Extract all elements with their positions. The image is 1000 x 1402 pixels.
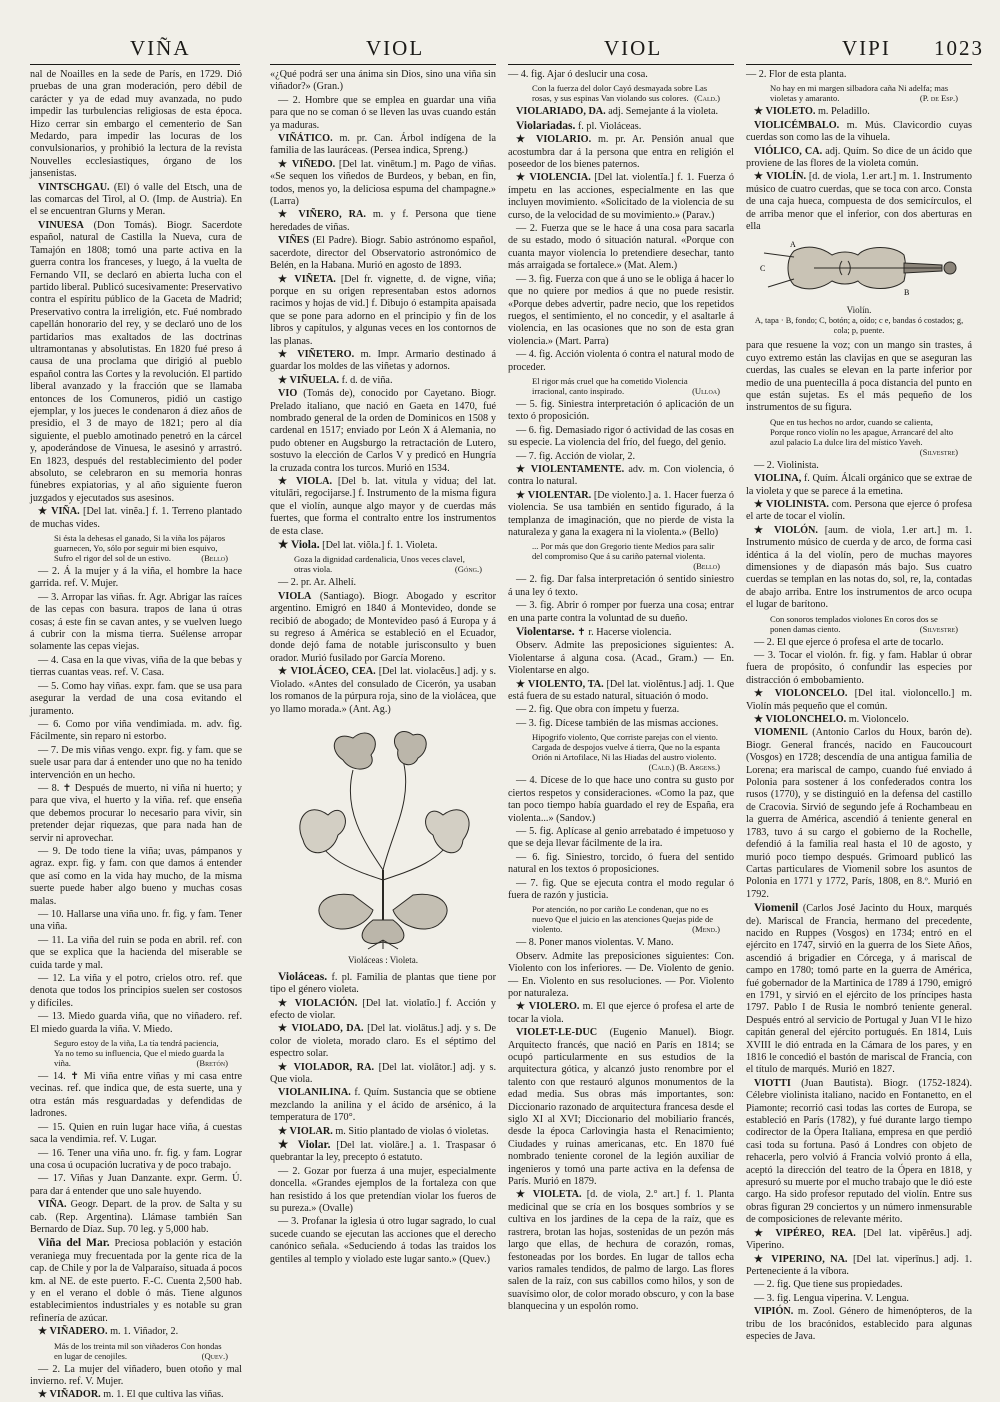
definition: adj. Quím. So dice de un ácido que proviene de las flores de la violeta común.: [746, 145, 972, 170]
quote-text: Que en tus hechos no ardor, cuando se calienta, Porque ronco violín no les apague, Arrancaré del alto azul palacio La dulce lira del místico Yaveh.: [770, 416, 954, 447]
header-rule-2: [270, 64, 496, 65]
entry-violicembalo: [746, 120, 972, 145]
quote-source: (Góng.): [454, 564, 482, 575]
definition: f. d. de viña.: [341, 374, 393, 386]
entry-viotti: [746, 1078, 972, 1227]
definition: Geogr. Depart. de la prov. de Salta y su cab. (Rep. Argentina). Llámase también San Bernardo de Díaz. Sup. 70 leg. y 5,000 hab.: [30, 1199, 243, 1235]
headword: Violentarse.: [516, 626, 575, 639]
entry-violacion: [270, 998, 496, 1023]
quote-text: Hipogrifo violento, Que corriste parejas con el viento. Cargada de despojos vuelve á tierra, Que no la espanta Orión ni Artofilace, Ni las Hiadas del austro violento.: [532, 732, 720, 763]
entry-violico: [746, 146, 972, 171]
sense: — 8. Poner manos violentas. V. Mano.: [516, 937, 674, 949]
quote-source: (Mend.): [692, 924, 720, 935]
entry-vines: [270, 235, 496, 272]
headword: VIOMENIL: [754, 727, 808, 739]
definition: [Del lat. vinētum.] m. Pago de viñas. «Se sequen los viñedos de Burdeos, y beban, en fin, todos, menos yo, la deliciosa espuma del champagne.» (Larra): [270, 158, 496, 208]
quotation: [54, 1038, 228, 1068]
sense: — 3. fig. Abrir ó romper por fuerza una cosa; entrar en una parte contra la voluntad de su dueño.: [508, 600, 734, 624]
headword: ★ VIÑADERO.: [38, 1326, 108, 1338]
quote-text: ... Por más que don Gregorio tiente Medios para salir del compromiso Que á su cariño paternal violenta.: [532, 541, 715, 562]
headword: ★ VIOLENTAMENTE.: [516, 463, 625, 475]
quotation: [770, 417, 958, 457]
figure-caption: Violáceas : Violeta.: [348, 955, 418, 966]
headword: ★ VIÑADOR.: [38, 1389, 101, 1401]
headword: Violáceas.: [278, 970, 328, 983]
definition: ✝ r. Hacerse violencia.: [577, 627, 672, 639]
entry-violeto: [746, 106, 972, 118]
quote-source: (Cald.) (B. Argens.): [648, 762, 720, 773]
headword: ★ VIOLETO.: [754, 106, 816, 118]
definition: (Carlos José Jacinto du Houx, marqués de). Mariscal de Francia, hermano del precedente, nacido en Ruppes (Vosgos) en 1734; entró en el ejército en 1747, sirvió en la guerra de los Siete Años, ascendió á brigadier en Córcega, y á mariscal de campo en 1780; tomó parte en la guerra de América, fué gobernador de la Martinica de 1789 á 1790, emigró en 1791, y sirvió en el ejército de los príncipes hasta 1797. Pablo I de Rusia le nombró teniente general. Después entró al servicio de Portugal y Juan VI le hizo capitán general del ejército portugués. En 1814, Luis XVIII le dió entrada en la Cámara de los pares, y en 1816 le concedió el bastón de mariscal de Francia, con el título de marqués. Murió en 1827.: [746, 903, 973, 1076]
definition: m. y f. Persona que tiene heredades de viñas.: [270, 209, 497, 233]
definition: (Antonio Carlos du Houx, barón de). Biogr. General francés, nacido en Faucoucourt (Vosgos) en 1728; descendía de una antigua familia de Lorena; era mariscal de campo, cuando fué enviado á Polonia para sostener á los confederados contra los rusos (1770), y se distinguió en la defensa del castillo de Cracovia. Sirvió de segundo jefe á Rochambeau en la guerra de América, ascendió á teniente general en 1783, tuvo á su cargo el gobierno de la Rochelle, defendió á la familia real hasta el 10 de agosto, y murió poco tiempo después. Grimoard publicó las Cartas particulares de Viomenil sobre los asuntos de Polonia en 1771 y 1772, París, 1808, en 8.º. Murió en 1792.: [746, 727, 972, 900]
header-rule-1: [30, 64, 240, 65]
quotation: [54, 1341, 228, 1361]
quote-source: (Silvestre): [919, 446, 958, 457]
sense: — 2. La mujer del viñadero, buen otoño y mal invierno. ref. V. Mujer.: [30, 1363, 242, 1387]
headword: ★ VIPÉREO, REA.: [754, 1227, 856, 1239]
entry-violariado: [508, 106, 734, 118]
header-word-1: VIÑA: [130, 36, 191, 60]
entry-viola-santiago: [270, 591, 496, 665]
definition: (Tomás de), conocido por Cayetano. Biogr. Prelado italiano, que nació en Gaeta en 1470, fué nombrado general de la orden de Dominicos en 1508 y cardenal en 1517; enviado por León X á Alemania, no pudo obtener en Augsburgo la retractación de Lutero, sostuvo la elección de Carlos V y predicó en Hungría la cruzada contra los turcos. Murió en 1534.: [270, 388, 497, 474]
headword: VIOTTI: [754, 1077, 791, 1089]
definition: (El Padre). Biogr. Sabio astrónomo español, sacerdote, director del Observatorio astronómico de Belén, en la Habana. Murió en agosto de 1893.: [270, 235, 497, 272]
definition: m. 1. El que cultiva las viñas.: [103, 1389, 224, 1401]
figure-label-c: C: [760, 264, 766, 274]
headword: ★ VIOLÁCEO, CEA.: [278, 666, 376, 678]
definition: [Del lat. violentĭa.] f. 1. Fuerza ó ímpetu en las acciones, especialmente en las que incluyen movimiento. «Solicitado de la violencia de su curso, de la velocidad de su movimiento.» (Parav.): [508, 172, 734, 221]
definition: f. Quím. Sustancia que se obtiene mezclando la anilina y el ácido de arsénico, á la temperatura de 170°.: [270, 1087, 497, 1124]
entry-vinador: [30, 1389, 242, 1401]
definition: [Del lat. vipĕrĕus.] adj. Viperino.: [746, 1227, 973, 1252]
sense: — 7. fig. Que se ejecuta contra el modo regular ó fuera de razón y justicia.: [508, 877, 734, 901]
definition: m. El que ejerce ó profesa el arte de tocar la viola.: [508, 1001, 734, 1025]
entry-violina: [746, 473, 972, 498]
headword: ★ VIOLERO.: [516, 1001, 580, 1013]
quote-source: (Cald.): [694, 93, 720, 104]
quote-text: No hay en mi margen silbadora caña Ni adelfa; mas violetas y amaranto.: [770, 83, 949, 104]
entry-viola: [270, 476, 496, 538]
entry-vinero: [270, 209, 496, 234]
figure-label-b: B: [904, 288, 910, 298]
sense: — 7. De mis viñas vengo. expr. fig. y fam. que se suele usar para dar á entender uno que no ha tenido intervención en un hecho.: [30, 744, 242, 781]
sense: — 4. Dícese de lo que hace uno contra su gusto por ciertos respetos y consideraciones. «Como la paz, que tan poco tiempo había guardado el rey de España, era violenta...» (Sandov.): [508, 775, 734, 824]
header-word-4: VIPI: [842, 36, 891, 60]
definition: com. Persona que ejerce ó profesa el arte de tocar el violín.: [746, 498, 973, 523]
definition: [Del lat. viŏla.] f. 1. Violeta.: [322, 540, 438, 552]
headword: ★ VIOLINISTA.: [754, 498, 829, 510]
column-4: [746, 69, 973, 1342]
definition: [Del lat. violāre.] a. 1. Traspasar ó quebrantar la ley, precepto ó estatuto.: [270, 1140, 496, 1164]
column-3: [508, 69, 734, 1324]
entry-violet-le-duc: [508, 1027, 734, 1188]
sense: — 6. Como por viña vendimiada. m. adv. fig. Fácilmente, sin reparo ni estorbo.: [30, 718, 242, 743]
figure-caption: Violín.: [846, 304, 872, 315]
violet-illustration: [270, 720, 496, 967]
entry-violaceas: [270, 971, 496, 997]
headword: VIÓLICO, CA.: [754, 145, 823, 157]
sense: — 6. fig. Demasiado rigor ó actividad de las cosas en su especie. La violencia del frío, del fuego, del genio.: [508, 424, 734, 449]
entry-vina-del-mar: [30, 1237, 242, 1325]
definition: f. Quím. Álcali orgánico que se extrae de la violeta y que se parece á la emetina.: [746, 473, 973, 497]
sense: — 3. Tocar el violón. fr. fig. y fam. Hablar ú obrar fuera de propósito, ó confundir las especies por distracción ó embobamiento.: [746, 650, 972, 686]
entry-violentar: [508, 490, 734, 540]
sense: — 4. fig. Acción violenta ó contra el natural modo de proceder.: [508, 349, 734, 373]
violin-drawing: [754, 237, 964, 299]
quotation: [54, 533, 228, 563]
quotation: [532, 376, 720, 396]
headword: ★ VIOLONCHELO.: [754, 714, 847, 726]
quotation: [770, 83, 958, 103]
headword: ★ VIÑETA.: [278, 273, 336, 285]
headword: VINTSCHGAU.: [38, 181, 110, 193]
sense: — 11. La viña del ruin se poda en abril. ref. con que se explica que la hacienda del miserable se cuida tarde y mal.: [30, 934, 242, 971]
headword: ★ VIOLETA.: [516, 1189, 582, 1201]
quote-text: Por atención, no por cariño Le condenan, que no es nuevo Que el juicio en las atenciones Quejas pide de violento.: [532, 904, 714, 935]
definition: [Del lat. violatĭo.] f. Acción y efecto de violar.: [270, 997, 496, 1021]
entry-violon: [746, 525, 972, 612]
sense: — 2. fig. Que tiene sus propiedades.: [754, 1279, 903, 1291]
headword: VIOLET-LE-DUC: [516, 1027, 598, 1039]
headword: ★ VIPERINO, NA.: [754, 1253, 848, 1265]
sense: — 3. fig. Lengua viperina. V. Lengua.: [754, 1292, 909, 1304]
sense: — 2. pr. Ar. Alhelí.: [278, 577, 357, 589]
quote-text: Goza la dignidad cardenalicia, Unos veces clavel, otras viola.: [294, 554, 465, 575]
headword: VIÑA.: [38, 1199, 67, 1211]
headword: VIOLANILINA.: [278, 1087, 351, 1099]
headword: ★ VIOLENTAR.: [516, 489, 592, 501]
headword: VIOLINA,: [754, 473, 802, 485]
headword: ★ Viola.: [278, 539, 320, 552]
quote-source: (Quev.): [201, 1350, 228, 1361]
sense: — 17. Viñas y Juan Danzante. expr. Germ. Ú. para dar á entender que uno sale huyendo.: [30, 1173, 242, 1197]
headword: ★ VIOLAR.: [278, 1125, 333, 1137]
sense: — 16. Tener una viña uno. fr. fig. y fam. Lograr una cosa ú ocupación lucrativa y de poco trabajo.: [30, 1147, 242, 1171]
entry-vio: [270, 388, 496, 475]
definition: (Juan Bautista). Biogr. (1752-1824). Célebre violinista italiano, nacido en Fontanetto, en el Piamonte; recorrió casi todas las cortes de Europa, se estableció en París (1782), y fué durante largo tiempo codirector de la Ópera Italiana, empresa en que perdió casi toda su fortuna. Pasó á Londres con objeto de rehacerla, pero volvió á Francia volvió pronto á ella, aceptó la dirección del teatro de la Ópera en 1818, y apresuró su muerte por el mucho trabajo que le dió este cargo. Ha sido profesor reputado del violín. Entre sus obras figuran 29 conciertos y un número inmensurable de composiciones de relevante mérito.: [746, 1077, 972, 1226]
headword: Violariadas.: [516, 119, 576, 132]
entry-vinadero: [30, 1326, 242, 1338]
definition: (Don Tomás). Biogr. Sacerdote español, natural de Castilla la Nueva, cura de Tamajón en 1808; tomó una parte activa en la guerra contra los franceses, y luego, á la vuelta de Fernando VII, se declaró en abierta lucha con el partido liberal. Publicó sucesivamente: Preservativo contra el espíritu público de la Gaceta de Madrid; Preservativo contra la irreligión, etc. Fué nombrado capellán honorario del rey, y se declaró uno de los partidarios mas exaltados de las doctrinas ultramontanas y absolutistas. En 1820 fué preso á causa de una proclama que dirigió al pueblo español contra las Cortes y la revolución. El partido liberal avanzado y la fracción que se llamaba entonces de los Comuneros, pidió un castigo ejemplar, y los jueces le condenaron á diez años de presidio, el 3 de mayo de 1821; pero al día siguiente, el pueblo amotinado penetró en la cárcel y, apoderándose de Vinuesa, le asesinó y arrastró. En 1823, después del restablecimiento del poder absoluto, se celebraron en su memoria honras fúnebres expiatorias, y al año siguiente fueron juzgados y ejecutados sus asesinos.: [30, 219, 243, 504]
quote-text: El rigor más cruel que ha cometido Violencia irracional, canto inspirado.: [532, 375, 688, 396]
quotation: [532, 904, 720, 934]
entry-vinuela: [270, 375, 496, 387]
entry-continuation: «¿Qué podrá ser una ánima sin Dios, sino una viña sin viñador?» (Gran.): [270, 69, 496, 93]
entry-vinedo: [270, 159, 496, 209]
headword: ★ VIÑETERO.: [278, 348, 355, 360]
sense: — 2. fig. Que obra con ímpetu y fuerza.: [516, 704, 680, 716]
sense: — 12. La viña y el potro, crielos otro. ref. que denota que todos los principios suelen ser costosos y difíciles.: [30, 973, 242, 1009]
definition: [Del b. lat. vitula y vidua; del lat. vitulāri, regocijarse.] f. Instrumento de la misma figura que el violín, aunque algo mayor y de cuerdas más fuertes, que forma el contralto entre los instrumentos de esta clase.: [270, 476, 496, 537]
entry-violinista: [746, 499, 972, 524]
headword: ★ VIÑUELA.: [278, 374, 340, 386]
header-word-3: VIOL: [604, 36, 663, 60]
header-word-2: VIOL: [366, 36, 425, 60]
quote-text: Con sonoros templados violones En coros dos se ponen damas ciento.: [770, 613, 938, 634]
headword: ★ VIÑA.: [38, 506, 80, 518]
sense: — 5. fig. Aplícase al genio arrebatado é impetuoso y que se deja llevar fácilmente de la ira.: [508, 825, 734, 850]
sense: — 2. Violinista.: [754, 459, 819, 471]
quotation: [294, 554, 482, 574]
headword: ★ VIOLADOR, RA.: [278, 1061, 374, 1073]
definition: m. Violoncelo.: [848, 714, 909, 726]
entry-violonchelo: [746, 714, 972, 726]
entry-violador: [270, 1062, 496, 1087]
headword: ★ VIOLONCELO.: [754, 688, 848, 700]
entry-continuation: — 4. fig. Ajar ó deslucir una cosa.: [508, 69, 648, 80]
entry-continuation: — 2. Flor de esta planta.: [746, 69, 847, 80]
usage-note: Observ. Admite las preposiciones siguientes: Con. Violento con los inferiores. — De. Violento de genio. — En. Violento en sus resoluciones. — Por. Violento por naturaleza.: [508, 950, 734, 999]
sense: — 5. fig. Siniestra interpretación ó aplicación de un texto ó proposición.: [508, 398, 734, 423]
entry-violeta: [508, 1189, 734, 1313]
sense: — 2. Á la mujer y á la viña, el hombre la hace garrida. ref. V. Mujer.: [30, 566, 242, 590]
headword: VIOLARIADO, DA.: [516, 106, 606, 118]
sense: — 5. Como hay viñas. expr. fam. que se usa para asegurar la verdad de una cosa evitando el juramento.: [30, 680, 242, 717]
entry-vina-geogr: [30, 1199, 242, 1236]
definition: [Del lat. violacĕus.] adj. y s. Violado. «Antes del consulado de Cicerón, ya usaban los romanos de la púrpura roja, sino de la violácea, que yo llamo morada.» (Ant. Ag.): [270, 666, 496, 715]
violet-plant-drawing: [283, 720, 483, 950]
quote-text: Más de los treinta mil son viñaderos Con hondas en lugar de cenojiles.: [54, 1340, 222, 1361]
entry-violentarse: [508, 626, 734, 639]
definition: m. 1. Viñador, 2.: [110, 1326, 179, 1338]
headword: ★ VIÑEDO.: [278, 158, 336, 170]
sense: — 4. Casa en la que vivas, viña de la que bebas y tierras cuantas veas. ref. V. Casa.: [30, 654, 242, 679]
definition: m. Impr. Armario destinado á guardar los moldes de las viñetas y adornos.: [270, 348, 497, 373]
entry-viola-2: [270, 539, 496, 552]
quote-source: (Bello): [201, 553, 228, 564]
definition: [Del fr. vignette, d. de vigne, viña; porque en su origen representaban estos adornos racimos y hojas de vid.] f. Dibujo ó estampita apaisada que se pone para adorno en el principio y fin de los libros y capítulos, y algunas veces en los contornos de las planas.: [270, 273, 496, 347]
definition: [Del lat. violĕntus.] adj. 1. Que está fuera de su estado natural, situación ó modo.: [508, 678, 735, 703]
sense: — 2. El que ejerce ó profesa el arte de tocarlo.: [754, 636, 944, 648]
entry-vineta: [270, 274, 496, 348]
quote-text: Seguro estoy de la viña, La tía tendrá paciencia, Ya no temo su influencia, Que el miedo guarda la viña.: [54, 1038, 225, 1069]
definition: m. Peladillo.: [817, 106, 870, 118]
quote-source: (P. de Esp.): [919, 93, 958, 104]
sense: — 15. Quien en ruin lugar hace viña, á cuestas saca la vendimia. ref. V. Lugar.: [30, 1121, 242, 1146]
entry-vina: [30, 506, 242, 531]
definition: adv. m. Con violencia, ó contra lo natural.: [508, 463, 734, 488]
headword: ★ VIOLADO, DA.: [278, 1023, 364, 1035]
definition: [aum. de viola, 1.er art.] m. 1. Instrumento músico de cuerda y de arco, de forma casi idéntica á la del violín, pero de muchas mayores dimensiones y de diapasón más bajo. Sus cuatro cuerdas se templan en las notas do, sol, re, la, contadas de abajo arriba. Entre los instrumentos de arco ocupa el lugar de barítono.: [746, 524, 972, 611]
definition: [d. de viola, 1.er art.] m. 1. Instrumento músico de cuatro cuerdas, que se toca con arco. Consta de una caja hueca, compuesta de dos semicírculos, el de arriba menor que el inferior, con dos aberturas en ella: [746, 171, 973, 233]
headword: ★ VIOLENTO, TA.: [516, 678, 604, 690]
sense: — 3. fig. Fuerza con que á uno se le obliga á hacer lo que no quiere por medios á que no puede resistir. «Porque debes advertir, padre necio, que los repetidos ruegos, el sentimiento, el no concedir, y el asaltarle á violencia, en las ocasiones que no son de esta gran violencia.» (Mart. Parra): [508, 273, 734, 347]
sense: — 2. Fuerza que se le hace á una cosa para sacarla de su estado, modo ó situación natural. «Porque con cuanta mayor violencia lo pretendiere desechar, tanto más arraigada se fortalece.» (Mat. Alem.): [508, 223, 734, 272]
entry-vipereo: [746, 1228, 972, 1253]
quote-source: (Bretón): [196, 1058, 228, 1069]
headword: Viña del Mar.: [38, 1237, 110, 1250]
entry-violaceo: [270, 666, 496, 716]
headword: VIOLA: [278, 590, 312, 602]
sense: — 8. ✝ Después de muerto, ni viña ni huerto; y para que viva, el huerto y la viña. ref. que enseña que debemos procurar lo necesario para vivir, sin pretender dejar riquezas, que para nada han de servir ni aprovechar.: [30, 782, 242, 844]
entry-continuation: para que resuene la voz; con un mango sin trastes, á cuyo extremo están las clavijas en que se aseguran las cuerdas, las cuales se elevan en la parte inferior por medio de una puentecilla á poca distancia del punto en que están sujetas. Es el más pequeño de los instrumentos de su figura.: [746, 340, 972, 414]
definition: m. pr. Ar. Pensión anual que acostumbra dar á la persona que entra en religión el poseedor de los bienes paternos.: [508, 134, 734, 171]
column-1: [30, 69, 243, 1401]
sense: — 6. fig. Siniestro, torcido, ó fuera del sentido natural en los textos ó proposiciones.: [508, 851, 734, 876]
definition: [Del lat. violātus.] adj. y s. De color de violeta, morado claro. Es el séptimo del espectro solar.: [270, 1023, 497, 1060]
entry-violado: [270, 1023, 496, 1060]
sense: — 13. Miedo guarda viña, que no viñadero. ref. El miedo guarda la viña. V. Miedo.: [30, 1011, 242, 1035]
header-rule-4: [746, 64, 972, 65]
sense: — 14. ✝ Mi viña entre viñas y mi casa entre vecinas. ref. que indica que, de esta suerte, una y otra están más resguardadas y defendidas de ladrones.: [30, 1071, 242, 1120]
headword: VIO: [278, 388, 298, 400]
headword: ★ VIOLACIÓN.: [278, 997, 358, 1009]
headword: ★ VIOLENCIA.: [516, 172, 591, 184]
entry-violar: [270, 1126, 496, 1138]
quote-text: Si ésta la dehesas el ganado, Si la viña los pájaros guarnecen, Yo, sólo por seguir mi bien esquivo, Sufro el rigor del sol de un estivo.: [54, 533, 226, 564]
usage-note: Observ. Admite las preposiciones siguientes: A. Violentarse á alguna cosa. (Acad., Gram.) — En. Violentarse en algo.: [508, 640, 734, 677]
definition: m. pr. Can. Árbol indígena de la familia de las lauráceas. (Persea indica, Spreng.): [270, 133, 496, 157]
entry-violero: [508, 1001, 734, 1026]
definition: m. Mús. Clavicordio cuyas cuerdas son como las de la vihuela.: [746, 119, 972, 144]
headword: VIPIÓN.: [754, 1306, 794, 1318]
headword: ★ VIOLÓN.: [754, 524, 818, 536]
definition: (El) ó valle del Etsch, una de las comarcas del Tirol, al O. (Imp. de Austria). En el se encuentran Glurns y Meran.: [30, 181, 243, 218]
sense: — 3. Profanar la iglesia ú otro lugar sagrado, lo cual sucede cuando se ejecutan las acciones que el derecho canónico señala. «Seduciendo á todas las traidos los gentiles al templo y violado este lugar santo.» (Quev.): [270, 1216, 496, 1265]
entry-vinuesa: [30, 220, 242, 505]
sense: — 9. De todo tiene la viña; uvas, pámpanos y agraz. expr. fig. y fam. con que damos á entender que así como en la vida hay mucho, de la misma suerte puede haber algo bueno y muchas cosas malas.: [30, 845, 242, 907]
quote-text: Con la fuerza del dolor Cayó desmayada sobre Las rosas, y sus espinas Van violando sus colores.: [532, 83, 708, 104]
definition: (Eugenio Manuel). Biogr. Arquitecto francés, que nació en París en 1814; se ocupó particularmente en sus estudios de la arquitectura gótica, y alcanzó justo renombre por el talento con que restauró algunos monumentos de la edad media. Sus obras más importantes, son: Diccionario razonado de arquitectura francesa desde el siglo XI al XVI; Diccionario del mobiliario francés, desde la época Carlovingia hasta el Renacimiento; Ciudades y ruinas americanas, etc. En 1870 fué nombrado teniente coronel de la legión auxiliar de ingenieros y tomó una parte activa en la defensa de París. Murió en 1879.: [508, 1027, 735, 1188]
entry-continuation: nal de Noailles en la sede de París, en 1729. Dió pruebas de una gran moderación, pero débil de carácter y ya de edad muy avanzada, no pudo impedir las turbulencias religiosas de esta época. Hizo cerrar sin embargo el cementerio de San Medardo, para impedir las locuras de los convulsionarios, y prohibió la lectura de la revista Nouvelles ecclesiastiques, órgano de los jansenistas.: [30, 69, 242, 180]
sense: — 7. fig. Acción de violar, 2.: [516, 450, 635, 462]
entry-violanilina: [270, 1087, 496, 1124]
definition: f. pl. Familia de plantas que tiene por tipo el género violeta.: [270, 971, 496, 996]
entry-violento: [508, 679, 734, 704]
headword: ★ Violar.: [278, 1139, 331, 1151]
violin-illustration: [746, 237, 972, 336]
entry-viomenil: [746, 727, 972, 901]
headword: ★ VIOLA.: [278, 476, 332, 487]
definition: (Santiago). Biogr. Abogado y escritor argentino. Emigró en 1840 á Montevideo, donde se recibió de abogado; de Montevideo pasó á Europa y á su regreso á América se estableció en el Ecuador, donde dejó fama de notable jurisconsulto y buen orador. Murió fusilado por García Moreno.: [270, 590, 496, 664]
entry-violin: [746, 171, 972, 233]
sense: — 3. Arropar las viñas. fr. Agr. Abrigar las raíces de las cepas con basura. trapos de lana ú otras cosas; á este fin se cavan antes, y se vuelven luego á cubrir con la misma tierra. Suélense arropar solamente las cepas viejas.: [30, 591, 242, 653]
quote-source: (Bello): [693, 561, 720, 572]
figure-legend: A, tapa · B, fondo; C, botón; a, oído; c e, bandas ó costados; g, cola; p, puente.: [754, 316, 964, 336]
figure-label-a: A: [790, 240, 796, 250]
headword: VIOLICÉMBALO.: [754, 119, 840, 131]
definition: m. Zool. Género de himenópteros, de la tribu de los bracónidos, establecido para algunas especies de Java.: [746, 1306, 972, 1342]
header-rule-3: [508, 64, 734, 65]
quote-source: (Ulloa): [692, 385, 720, 396]
headword: Viomenil: [754, 902, 799, 915]
quotation: [532, 541, 720, 571]
entry-violar-2: [270, 1139, 496, 1165]
headword: VINUESA: [38, 219, 84, 231]
headword: ★ VIÑERO, RA.: [278, 209, 366, 221]
entry-vinatico: [270, 133, 496, 158]
sense: — 3. fig. Dícese también de las mismas acciones.: [516, 717, 719, 729]
headword: VIÑÁTICO.: [278, 133, 333, 145]
definition: [Del lat. viperīnus.] adj. 1. Perteneciente á la víbora.: [746, 1253, 973, 1277]
definition: m. Sitio plantado de violas ó violetas.: [335, 1125, 489, 1137]
entry-vipion: [746, 1306, 972, 1343]
entry-violoncelo: [746, 688, 972, 713]
quotation: [532, 83, 720, 103]
definition: f. pl. Violáceas.: [577, 120, 642, 132]
definition: Preciosa población y estación veraniega muy frecuentada por la gente rica de la cap. de Chile y por la de Valparaíso, situada á pocos km. al NE. de este puerto. F.-C. Cuenta 2,500 hab. y en el verano el doble ó más. Tiene algunos establecimientos industriales y es notable su gran refinería de azúcar.: [30, 1238, 242, 1324]
entry-vinetero: [270, 349, 496, 374]
definition: [Del lat. vinĕa.] f. 1. Terreno plantado de muchas vides.: [30, 506, 242, 530]
entry-violario: [508, 134, 734, 171]
quotation: [770, 614, 958, 634]
definition: [De violento.] a. 1. Hacer fuerza ó violencia. Se usa también en sentido figurado, á la templanza de imaginación, que no pierde de vista la naturaleza y gana la exagera ni la violenta.» (Bello): [508, 489, 734, 538]
entry-violariadas: [508, 120, 734, 133]
quotation: [532, 732, 720, 772]
column-2: [270, 69, 496, 1324]
entry-vintschgau: [30, 182, 242, 219]
headword: ★ VIOLÍN.: [754, 171, 807, 183]
definition: [Del ital. violoncello.] m. Violín más pequeño que el común.: [746, 688, 972, 712]
quote-source: (Silvestre): [919, 623, 958, 634]
sense: — 10. Hallarse una viña uno. fr. fig. y fam. Tener una viña.: [30, 909, 242, 933]
entry-violencia: [508, 172, 734, 222]
entry-viperino: [746, 1254, 972, 1279]
definition: adj. Semejante á la violeta.: [608, 106, 719, 118]
headword: VIÑES: [278, 235, 310, 247]
entry-viomenil-2: [746, 902, 972, 1077]
entry-violentamente: [508, 464, 734, 489]
sense: — 2. fig. Dar falsa interpretación ó sentido siniestro á una ley ó texto.: [508, 574, 734, 598]
page-number: 1023: [934, 36, 984, 60]
sense: — 2. Gozar por fuerza á una mujer, especialmente doncella. «Grandes ejemplos de la fortaleza con que han resistido á los que pretendían violar los fueros de su pureza.» (Ovalle): [270, 1165, 496, 1215]
definition: [Del lat. violātor.] adj. y s. Que viola.: [270, 1061, 497, 1085]
definition: [d. de viola, 2.° art.] f. 1. Planta medicinal que se cría en los bosques sombríos y se cultiva en los jardines de la cepa de la raíz, que es rastrera, brotan las hojas, sostenidas de un pezón más largo que ellas, de hechura de corazón, romas, festoneadas por los bordes. En lugar de tallos echa varios ramales tendidos, de palmo de largo. Las flores salen de la raíz, con sus cabillos como hilos, y son de suavísimo olor, de color morado obscuro, y con la base blanquecina y un espolón romo.: [508, 1189, 735, 1313]
headword: ★ VIOLARIO.: [516, 134, 592, 146]
sense: — 2. Hombre que se emplea en guardar una viña para que no se coman ó se lleven las uvas cuando están ya maduras.: [270, 94, 496, 131]
